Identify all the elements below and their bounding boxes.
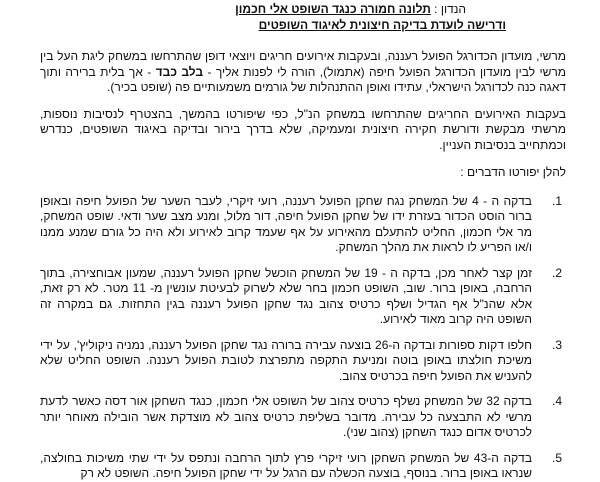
incident-list: [40, 194, 566, 482]
item-number: 5.: [551, 450, 562, 465]
item-text: חלפו דקות ספורות ובדקה ה-26 בוצעה עבירה ברורה נגד שחקן הפועל רעננה, נמניה ניקוליץ', על ידי משיכת חולצתו באופן בוטה ומניעת התקפה מתפרצת לטובת הפועל רעננה. השופט החליט שלא להעניש את הפועל חיפה בכרטיס צהוב.: [40, 337, 532, 383]
item-number: 4.: [551, 394, 562, 408]
subject-label: הנדון :: [434, 2, 466, 16]
list-item: [40, 266, 566, 328]
intro-line: להלן יפורטו הדברים :: [460, 165, 566, 179]
list-item: [40, 451, 566, 482]
item-number: 2.: [551, 265, 562, 280]
opening-paragraph: [40, 49, 566, 96]
list-item: [40, 394, 566, 441]
letter-page: [40, 0, 566, 482]
item-number: 1.: [551, 193, 562, 208]
list-item: [40, 338, 566, 385]
item-text: בדקה 32 של המשחק נשלף כרטיס צהוב של השופט אלי חכמון, כנגד השחקן אור דסה כאשר לדעת מרשי לא התבצעה כל עבירה. מדובר בשליפת כרטיס צהוב לא מוצדקת אשר הובילה מאוחר יותר לכרטיס אדום כנגד השחקן (צהוב שני).: [40, 394, 532, 439]
demand-paragraph: בעקבות האירועים החריגים שהתרחשו במשחק הנ"ל, כפי שיפורטו בהמשך, בהצטרף לנסיבות נוספות, מרשתי מבקשת ודורשת חקירה חיצונית ומעמיקה, שלא בדרך בירור ובדיקה באיגוד השופטים, כנדרש וכמתחייב בנסיבות העניין.: [40, 106, 566, 152]
subject-subtitle: ודרישה לועדת בדיקה חיצונית לאיגוד השופטים: [258, 17, 506, 32]
subject-line: [40, 2, 466, 18]
item-text: בדקה ה-43 של המשחק השחקן רועי זיקרי פרץ לתוך הרחבה ונתפס על ידי שתי משיכות בחולצה, שנראו באופן ברור. בנוסף, בוצעה הכשלה עם הרגל על ידי שחקן הפועל חיפה. השופט לא רק: [40, 450, 532, 480]
opening-text-a: מרשי, מועדון הכדורגל הפועל רעננה, ובעקבות אירועים חריגים ויוצאי דופן שהתרחשו במשחק ליגת העל בין מרשי לבין מועדון הכדורגל הפועל חיפה (אתמול), הורה לי לפנות אליך -: [40, 49, 567, 79]
item-text: זמן קצר לאחר מכן, בדקה ה - 19 של המשחק הוכשל שחקן הפועל רעננה, שמעון אבוחצירה, בתוך הרחבה, באופן ברור. שוב, השופט חכמון בחר שלא לשרוק לבעיטת עונשין מ- 11 מטר. לא רק זאת, אלא שהנ"ל אף הגדיל ושלף כרטיס צהוב נגד שחקן הפועל רעננה בגין התחזות. גם במקרה זה השופט היה קרוב מאוד לאירוע.: [40, 265, 532, 326]
subject-title: תלונה חמורה כנגד השופט אלי חכמון: [235, 2, 431, 16]
item-text: בדקה ה - 4 של המשחק נגח שחקן הפועל רעננה, רועי זיקרי, לעבר השער של הפועל חיפה ובאופן ברור הוסט הכדור בעזרת ידו של שחקן הפועל חיפה, דור מלול, ומנע מצב שער ודאי. שופט המשחק, מר אלי חכמון, החליט להתעלם מהאירוע על אף שעמד קרוב לאירוע ולא היה כל גורם שמנע ממנו ו/או הפריע לו לראות את מהלך המשחק.: [40, 193, 532, 254]
item-number: 3.: [551, 337, 562, 352]
list-item: [40, 194, 566, 256]
opening-bold: בלב כבד: [155, 64, 204, 79]
opening-text-b: - אך בלית ברירה ותוך דאגה כנה לכדורגל הישראלי, עתידו ואופן ההתנהלות של גורמים משמעותיים פה (שופט בכיר).: [40, 64, 566, 94]
